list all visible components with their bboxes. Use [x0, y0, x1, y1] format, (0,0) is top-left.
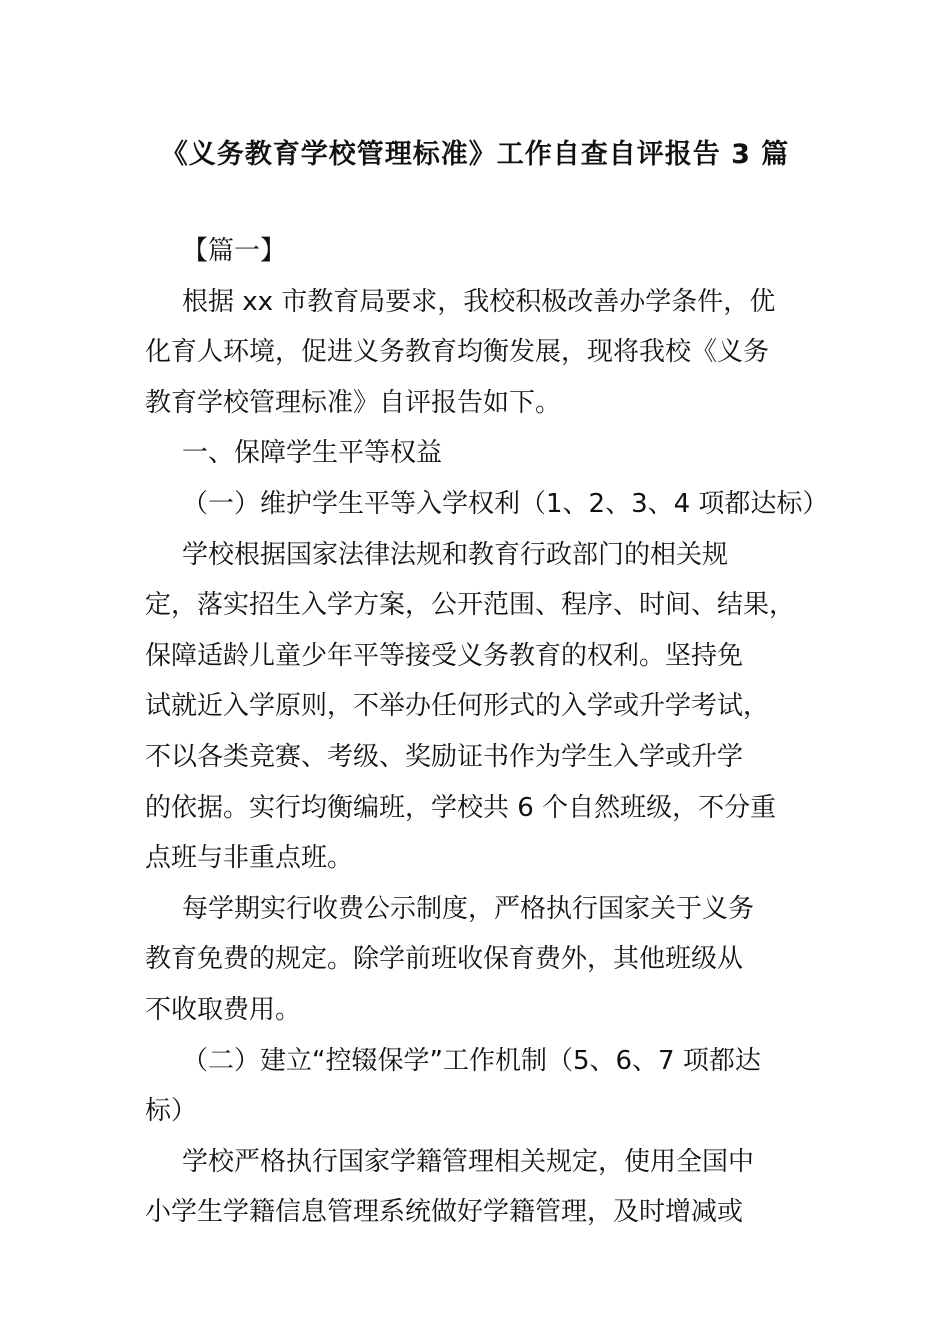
text-line: 学校严格执行国家学籍管理相关规定，使用全国中	[182, 1146, 755, 1177]
text-line: 一、保障学生平等权益	[182, 438, 443, 469]
document-title: 《义务教育学校管理标准》工作自查自评报告 3 篇	[160, 139, 790, 170]
text-line: 点班与非重点班。	[145, 843, 354, 874]
document-body	[145, 226, 829, 1238]
text-line: 教育免费的规定。除学前班收保育费外，其他班级从	[145, 944, 744, 975]
text-line: 学校根据国家法律法规和教育行政部门的相关规	[182, 539, 729, 570]
text-line: 保障适龄儿童少年平等接受义务教育的权利。坚持免	[145, 640, 744, 671]
text-line: 小学生学籍信息管理系统做好学籍管理，及时增减或	[145, 1197, 744, 1228]
text-line: 试就近入学原则，不举办任何形式的入学或升学考试，	[145, 691, 770, 722]
text-line: 的依据。实行均衡编班，学校共 6 个自然班级，不分重	[145, 792, 777, 823]
text-line: 【篇一】	[182, 236, 287, 266]
text-line: 不收取费用。	[145, 994, 302, 1025]
text-line: 根据 xx 市教育局要求，我校积极改善办学条件，优	[182, 286, 776, 317]
text-line: 教育学校管理标准》自评报告如下。	[145, 387, 562, 418]
text-line: 化育人环境，促进义务教育均衡发展，现将我校《义务	[145, 337, 770, 368]
text-line: （二）建立“控辍保学”工作机制（5、6、7 项都达	[182, 1045, 761, 1076]
text-line: 定，落实招生入学方案，公开范围、程序、时间、结果，	[145, 590, 796, 621]
text-line: 标）	[145, 1096, 198, 1127]
text-line: 不以各类竞赛、考级、奖励证书作为学生入学或升学	[145, 741, 744, 772]
text-line: 每学期实行收费公示制度，严格执行国家关于义务	[182, 893, 755, 924]
text-line: （一）维护学生平等入学权利（1、2、3、4 项都达标）	[182, 488, 829, 519]
